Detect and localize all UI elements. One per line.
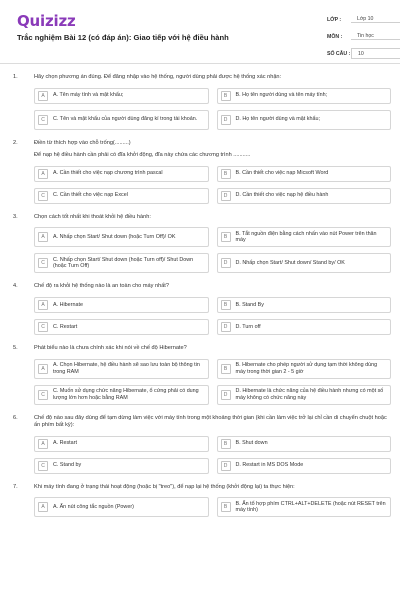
meta-subject-label: MÔN : [327, 33, 343, 40]
question-6 [13, 415, 391, 474]
answer-option-a[interactable] [34, 436, 209, 452]
question-number: 1. [13, 74, 18, 80]
option-letter-badge: C [38, 258, 48, 268]
option-text: A. Chọn Hibernate, hệ điều hành sẽ sao lưu toàn bộ thông tin trong RAM [53, 361, 200, 375]
answer-option-d[interactable] [217, 110, 392, 130]
question-number: 6. [13, 414, 18, 421]
worksheet-meta [327, 13, 400, 64]
question-text: Điền từ thích hợp vào chỗ trống(.........) [34, 139, 131, 146]
option-text: B. Cần thiết cho việc nạp Micsoft Word [235, 170, 329, 177]
answer-option-c[interactable] [34, 319, 209, 335]
option-letter-badge: B [221, 232, 231, 242]
answer-option-c[interactable] [34, 188, 209, 204]
option-letter-badge: D [221, 322, 231, 332]
question-number: 2. [13, 139, 18, 146]
answer-option-a[interactable] [34, 297, 209, 313]
option-text: D. Restart in MS DOS Mode [235, 462, 304, 469]
option-letter-badge: C [38, 191, 48, 201]
question-text: Khi máy tính đang ở trạng thái hoạt động (hoặc bị "treo"), để nạp lại hệ thống (khởi động lại) ta thực hiện: [34, 483, 295, 490]
option-text: B. Shut down [235, 440, 268, 447]
answer-option-d[interactable] [217, 253, 392, 273]
answer-option-a[interactable] [34, 497, 209, 517]
answer-option-b[interactable] [217, 297, 392, 313]
question-number: 7. [13, 483, 18, 490]
option-text: A. Restart [53, 440, 77, 447]
answer-options [34, 88, 391, 130]
question-number: 4. [13, 283, 18, 290]
option-letter-badge: C [38, 390, 48, 400]
option-letter-badge: D [221, 115, 231, 125]
meta-subject-value: Tin học [351, 33, 400, 40]
question-subtext: Để nạp hệ điều hành cần phải có đĩa khởi động, đĩa này chứa các chương trình ........... [34, 152, 251, 159]
option-letter-badge: C [38, 115, 48, 125]
answer-option-a[interactable] [34, 88, 209, 104]
meta-class-label: LỚP : [327, 16, 342, 23]
option-letter-badge: A [38, 439, 48, 449]
question-number: 3. [13, 213, 18, 220]
option-text: A. Cần thiết cho việc nạp chương trình pascal [53, 170, 163, 177]
question-2 [13, 140, 391, 204]
option-letter-badge: A [38, 232, 48, 242]
option-text: A. Ấn nút công tắc nguồn (Power) [53, 503, 134, 510]
meta-subject-row [327, 30, 400, 43]
question-text: Hãy chọn phương án đúng. Để đăng nhập vào hệ thống, người dùng phải được hệ thống xác nhận: [34, 74, 282, 80]
question-3 [13, 214, 391, 274]
answer-options [34, 227, 391, 273]
option-text: C. Restart [53, 323, 78, 330]
question-5 [13, 345, 391, 405]
option-letter-badge: C [38, 322, 48, 332]
option-letter-badge: B [221, 91, 231, 101]
quizizz-logo: Quizizz [17, 12, 76, 30]
question-4 [13, 283, 391, 335]
answer-option-b[interactable] [217, 497, 392, 517]
option-letter-badge: B [221, 502, 231, 512]
option-letter-badge: B [221, 169, 231, 179]
question-1 [13, 74, 391, 130]
answer-option-d[interactable] [217, 319, 392, 335]
answer-options [34, 297, 391, 335]
option-text: D. Họ tên người dùng và mật khẩu; [235, 116, 320, 123]
option-text: A. Tên máy tính và mật khẩu; [53, 92, 124, 99]
meta-count-row [327, 47, 400, 60]
option-letter-badge: D [221, 191, 231, 201]
answer-option-a[interactable] [34, 227, 209, 247]
option-text: B. Ấn tổ hợp phím CTRL+ALT+DELETE (hoặc nút RESET trên máy tính) [235, 500, 386, 514]
option-letter-badge: A [38, 502, 48, 512]
answer-options [34, 497, 391, 517]
answer-option-a[interactable] [34, 166, 209, 182]
answer-option-c[interactable] [34, 458, 209, 474]
option-text: C. Muốn sử dụng chức năng Hibernate, ổ cứng phải có dung lượng lớn hơn hoặc bằng RAM [53, 387, 199, 401]
option-letter-badge: D [221, 461, 231, 471]
question-list [13, 74, 391, 527]
option-letter-badge: A [38, 91, 48, 101]
answer-option-d[interactable] [217, 458, 392, 474]
answer-option-b[interactable] [217, 359, 392, 379]
answer-option-b[interactable] [217, 436, 392, 452]
answer-options [34, 436, 391, 474]
option-text: C. Tên và mật khẩu của người dùng đăng kí trong tài khoản. [53, 116, 198, 123]
answer-option-b[interactable] [217, 166, 392, 182]
question-text: Chọn cách tốt nhất khi thoát khỏi hệ điều hành: [34, 213, 151, 220]
option-text: C. Stand by [53, 462, 82, 469]
question-text: Chế độ ra khỏi hệ thống nào là an toàn cho máy nhất? [34, 283, 169, 290]
worksheet-title: Trắc nghiệm Bài 12 (có đáp án): Giao tiếp với hệ điều hành [17, 33, 229, 42]
option-letter-badge: C [38, 461, 48, 471]
answer-option-d[interactable] [217, 385, 392, 405]
worksheet-header [13, 0, 391, 62]
answer-option-c[interactable] [34, 110, 209, 130]
option-letter-badge: A [38, 364, 48, 374]
answer-option-b[interactable] [217, 88, 392, 104]
option-text: B. Họ tên người dùng và tên máy tính; [235, 92, 328, 99]
option-text: D. Turn off [235, 323, 261, 330]
meta-class-value: Lớp 10 [351, 16, 400, 23]
option-text: B. Tắt nguồn điện bằng cách nhấn vào nút Power trên thân máy [235, 230, 377, 244]
answer-option-b[interactable] [217, 227, 392, 247]
meta-count-value: 10 [351, 48, 400, 59]
option-text: C. Cần thiết cho việc nạp Excel [53, 192, 128, 199]
option-text: B. Hibernate cho phép người sử dụng tạm thời không dùng máy trong thời gian 2 - 5 giờ [235, 361, 378, 375]
answer-options [34, 359, 391, 405]
header-divider [0, 63, 400, 64]
question-text: Phát biểu nào là chưa chính xác khi nói về chế độ Hibernate? [34, 344, 187, 351]
question-text: Chế độ nào sau đây dùng để tạm dừng làm việc với máy tính trong một khoảng thời gian (khi cần làm việc trở lại chỉ cần di chuyển chuột hoặc ấn phím bất kỳ): [34, 414, 387, 429]
question-7 [13, 484, 391, 518]
option-text: A. Hibernate [53, 301, 83, 308]
option-text: A. Nhấp chọn Start/ Shut down (hoặc Turn Off)/ OK [53, 233, 176, 240]
answer-option-a[interactable] [34, 359, 209, 379]
meta-class-row [327, 13, 400, 26]
option-text: D. Hibernate là chức năng của hệ điều hành nhưng có một số máy không có chức năng này [235, 387, 384, 401]
option-letter-badge: B [221, 364, 231, 374]
option-letter-badge: A [38, 169, 48, 179]
option-text: D. Nhấp chọn Start/ Shut down/ Stand by/ OK [235, 259, 345, 266]
answer-option-c[interactable] [34, 253, 209, 273]
meta-count-label: SỐ CÂU : [327, 50, 351, 57]
option-text: B. Stand By [235, 301, 264, 308]
option-letter-badge: D [221, 258, 231, 268]
option-text: D. Cần thiết cho việc nạp hệ điều hành [235, 192, 329, 199]
answer-option-c[interactable] [34, 385, 209, 405]
option-letter-badge: B [221, 439, 231, 449]
option-text: C. Nhấp chọn Start/ Shut down (hoặc Turn off)/ Shut Down (hoặc Turn Off) [53, 256, 194, 270]
option-letter-badge: A [38, 300, 48, 310]
answer-options [34, 166, 391, 204]
option-letter-badge: B [221, 300, 231, 310]
answer-option-d[interactable] [217, 188, 392, 204]
option-letter-badge: D [221, 390, 231, 400]
question-number: 5. [13, 344, 18, 351]
